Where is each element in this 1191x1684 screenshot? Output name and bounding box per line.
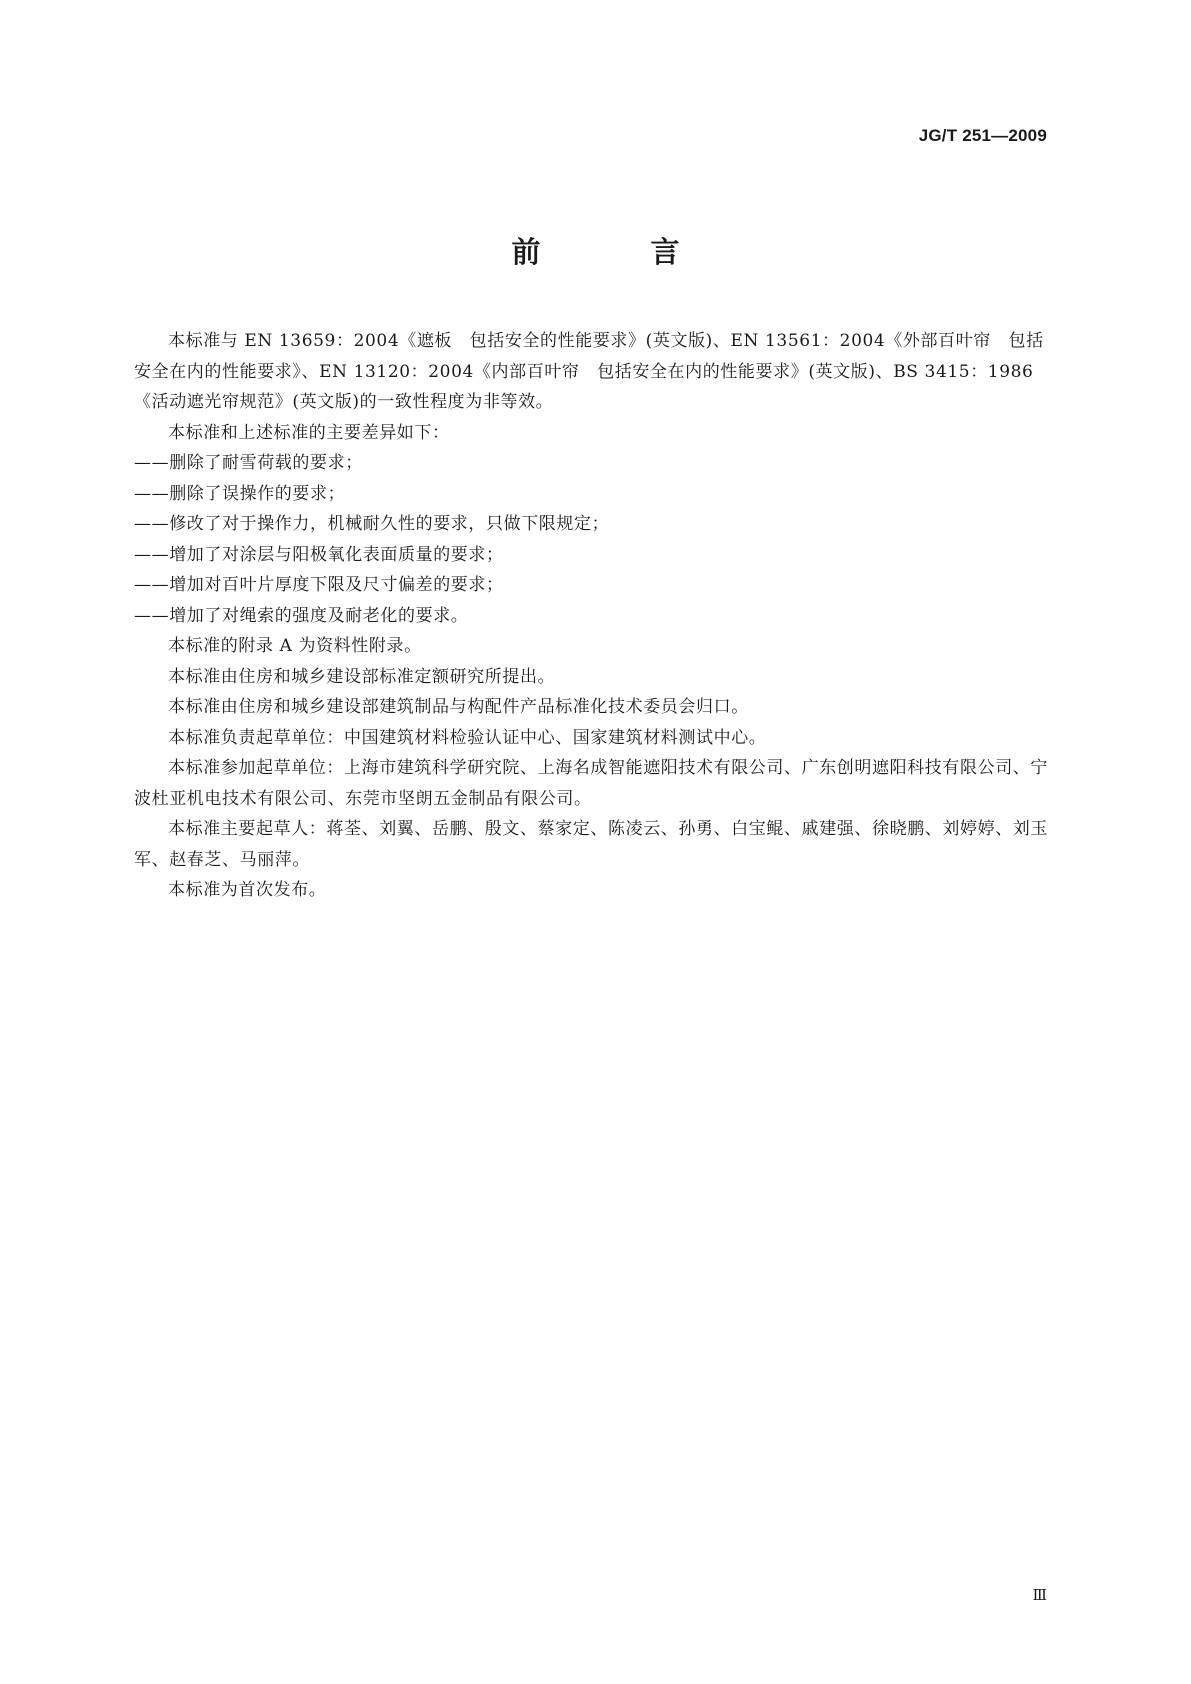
- paragraph-annex: 本标准的附录 A 为资料性附录。: [168, 636, 422, 656]
- paragraph-responsible-units: 本标准负责起草单位：中国建筑材料检验认证中心、国家建筑材料测试中心。: [168, 727, 767, 748]
- difference-item: ——增加了对绳索的强度及耐老化的要求。: [134, 605, 469, 626]
- difference-item: ——增加了对涂层与阳极氧化表面质量的要求；: [134, 544, 504, 565]
- page-number: Ⅲ: [1032, 1586, 1047, 1604]
- paragraph-committee: 本标准由住房和城乡建设部建筑制品与构配件产品标准化技术委员会归口。: [168, 697, 749, 717]
- paragraph-differences-intro: 本标准和上述标准的主要差异如下：: [168, 422, 450, 443]
- difference-item: ——删除了耐雪荷载的要求；: [134, 453, 363, 473]
- page-title: 前 言: [511, 235, 730, 269]
- paragraph-participating-units: 本标准参加起草单位：上海市建筑科学研究院、上海名成智能遮阳技术有限公司、广东创明遮阳科技有限公司、宁波杜亚机电技术有限公司、东莞市坚朗五金制品有限公司。: [134, 758, 1048, 809]
- foreword-body: [134, 326, 1054, 906]
- paragraph-drafters: 本标准主要起草人：蒋荃、刘翼、岳鹏、殷文、蔡家定、陈凌云、孙勇、白宝鲲、戚建强、徐晓鹏、刘婷婷、刘玉军、赵春芝、马丽萍。: [134, 819, 1048, 870]
- standard-code: JG/T 251—2009: [918, 126, 1047, 145]
- paragraph-proposer: 本标准由住房和城乡建设部标准定额研究所提出。: [168, 666, 556, 687]
- paragraph-equivalence: 本标准与 EN 13659：2004《遮板 包括安全的性能要求》(英文版)、EN 13561：2004《外部百叶帘 包括安全在内的性能要求》、EN 13120：2004《内部百叶帘 包括安全在内的性能要求》(英文版)、BS 3415：1986《活动遮光帘规范》(英文版)的一致性程度为非等效。: [134, 331, 1044, 412]
- difference-item: ——修改了对于操作力，机械耐久性的要求，只做下限规定；: [134, 514, 610, 534]
- paragraph-first-issue: 本标准为首次发布。: [168, 880, 327, 900]
- difference-item: ——删除了误操作的要求；: [134, 483, 346, 504]
- difference-item: ——增加对百叶片厚度下限及尺寸偏差的要求；: [134, 575, 504, 595]
